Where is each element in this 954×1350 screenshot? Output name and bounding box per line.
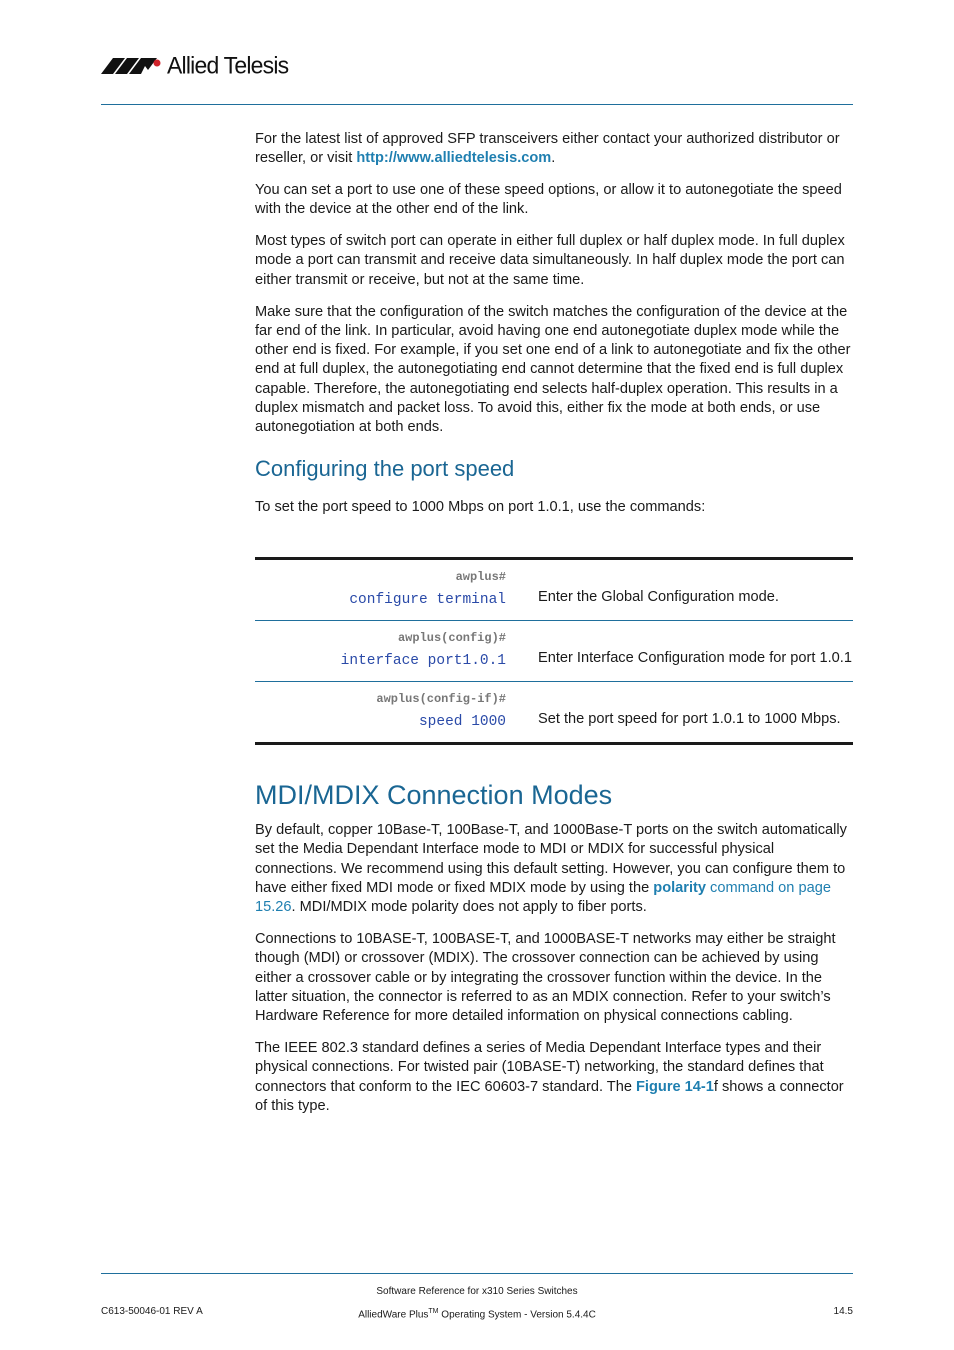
doc-number: C613-50046-01 REV A — [101, 1306, 203, 1317]
command-description: Enter Interface Configuration mode for port 1.0.1 — [522, 620, 853, 681]
port-speed-heading: Configuring the port speed — [255, 455, 515, 481]
footer-product-name: AlliedWare Plus — [358, 1309, 429, 1321]
command-table — [255, 557, 853, 745]
polarity-page-link[interactable]: command on page 15.26 — [255, 879, 831, 916]
polarity-link[interactable]: polarity — [653, 879, 706, 896]
allied-telesis-logo — [101, 50, 288, 80]
footer-product — [101, 1305, 853, 1321]
command-description: Set the port speed for port 1.0.1 to 1000 Mbps. — [522, 681, 853, 743]
command-cell — [255, 558, 522, 620]
figure-link[interactable]: Figure 14-1 — [636, 1078, 714, 1095]
table-row — [255, 681, 853, 743]
mdi-text: By default, copper 10Base-T, 100Base-T, and 1000Base-T ports on the switch automatically set the Media Dependant Interface mode to MDI or MDIX for successful physical connections. We recommend using this default setting. However, you can configure them to have either fixed MDI mode or fixed MDIX mode by using the — [255, 821, 847, 896]
port-speed-lead: To set the port speed to 1000 Mbps on port 1.0.1, use the commands: — [255, 498, 706, 515]
command-text: configure terminal — [349, 591, 506, 608]
duplex-paragraph: Most types of switch port can operate in either full duplex or half duplex mode. In full duplex mode a port can transmit and receive data simultaneously. In half duplex mode the port can either transmit or receive, but not at the same time. — [255, 233, 845, 288]
allied-telesis-logo-icon — [101, 54, 163, 76]
mdi-paragraph-3 — [255, 1039, 853, 1116]
mdi-paragraph-2: Connections to 10BASE-T, 100BASE-T, and 1000BASE-T networks may either be straight though (MDI) or crossover (MDIX). The crossover connection can be achieved by using either a crossover cable or by integrating the crossover function within the device. In the latter situation, the connector is referred to as an MDIX connection. Refer to your switch’s Hardware Reference for more detailed information on physical connections cabling. — [255, 930, 836, 1025]
command-cell — [255, 620, 522, 681]
mdi-heading: MDI/MDIX Connection Modes — [255, 779, 613, 810]
page-content — [255, 130, 853, 1129]
mismatch-paragraph: Make sure that the configuration of the switch matches the configuration of the device at the far end of the link. In particular, avoid having one end autonegotiate duplex mode while the other end is fixed. For example, if you set one end of a link to autonegotiate and fix the other end at full duplex, the autonegotiating end cannot determine that the fixed end is full duplex capable. Therefore, the autonegotiating end selects half-duplex operation. This results in a duplex mismatch and packet loss. To avoid this, either fix the mode at both ends, or use autonegotiation at both ends. — [255, 303, 851, 436]
intro-text: For the latest list of approved SFP transceivers either contact your authorized distributor or reseller, or visit — [255, 131, 840, 167]
intro-text-end: . — [551, 150, 556, 167]
table-row — [255, 558, 853, 620]
mdi-paragraph-1 — [255, 821, 853, 917]
header-rule — [101, 104, 853, 105]
command-prompt: awplus(config)# — [397, 630, 506, 645]
mdi-text: The IEEE 802.3 standard defines a series of Media Dependant Interface types and their physical connections. For twisted pair (10BASE-T) networking, the standard defines that connectors that conform to the IEC 60603-7 standard. The — [255, 1039, 824, 1095]
command-description: Enter the Global Configuration mode. — [538, 588, 779, 605]
command-prompt: awplus# — [455, 569, 506, 584]
mdi-text-end: . MDI/MDIX mode polarity does not apply to fiber ports. — [291, 899, 647, 916]
logo-text: Allied Telesis — [167, 50, 289, 79]
footer-rule — [101, 1273, 853, 1274]
command-cell — [255, 681, 522, 743]
footer-title: Software Reference for x310 Series Switches — [376, 1286, 578, 1297]
footer-product-version: Operating System - Version 5.4.4C — [438, 1309, 596, 1321]
mdi-text-end: f shows a connector of this type. — [255, 1078, 844, 1114]
table-row — [255, 620, 853, 681]
trademark-sup: TM — [428, 1308, 439, 1315]
alliedtelesis-link[interactable]: http://www.alliedtelesis.com — [356, 150, 552, 167]
intro-paragraph — [255, 130, 853, 169]
command-prompt: awplus(config-if)# — [376, 691, 506, 706]
speed-options-paragraph: You can set a port to use one of these speed options, or allow it to autonegotiate the speed with the device at the other end of the link. — [255, 182, 842, 218]
command-text: interface port1.0.1 — [340, 652, 506, 669]
command-text: speed 1000 — [418, 713, 506, 730]
page-number: 14.5 — [833, 1306, 853, 1317]
